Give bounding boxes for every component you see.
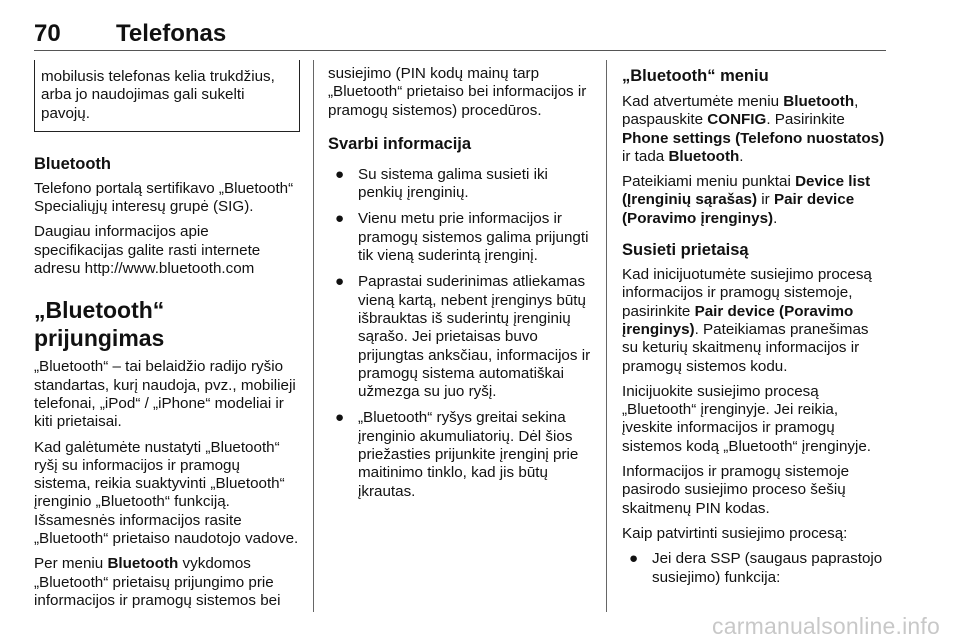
column-divider-2 <box>606 60 607 612</box>
bluetooth-paragraph-2: Daugiau informacijos apie specifikacijas galite rasti internete adresu http://www.bluetooth.com <box>34 223 261 278</box>
pair-device-heading: Susieti prietaisą <box>622 241 749 260</box>
column-divider-1 <box>313 60 314 612</box>
pair-paragraph-3: Informacijos ir pramogų sistemoje pasirodo susiejimo proceso šešių skaitmenų PIN kodas. <box>622 463 850 517</box>
connection-paragraph-2: Kad galėtumėte nustatyti „Bluetooth“ ryšį su informacijos ir pramogų sistema, reikia suaktyvinti „Bluetooth“ įrenginio „Bluetooth“ funkciją. Išsamesnės informacijos rasite „Bluetooth“ prietaiso naudotojo vadove. <box>34 438 299 548</box>
header-rule <box>34 50 886 51</box>
pair-paragraph-2: Inicijuokite susiejimo procesą „Bluetooth“ įrenginyje. Jei reikia, įveskite informacijos ir pramogų sistemos kodą „Bluetooth“ įrenginyje. <box>622 382 872 455</box>
warning-text: mobilusis telefonas kelia trukdžius, arba jo naudojimas gali sukelti pavojų. <box>41 68 275 122</box>
warning-box <box>34 60 300 132</box>
menu-paragraph-2 <box>622 173 888 228</box>
text-run: . Pasirinkite <box>766 111 845 129</box>
list-item <box>328 273 594 401</box>
text-run: . <box>773 209 778 227</box>
text-run: , paspauskite <box>622 93 859 129</box>
text-run: . <box>739 147 744 165</box>
continued-paragraph: susiejimo (PIN kodų mainų tarp „Bluetooth“ prietaiso bei informacijos ir pramogų sistemos) procedūros. <box>328 65 587 119</box>
connection-paragraph-1: „Bluetooth“ – tai belaidžio radijo ryšio standartas, kurį naudoja, pvz., mobilieji telefonai, „iPod“ / „iPhone“ modeliai ir kiti prietaisai. <box>34 358 296 431</box>
watermark: carmanualsonline.info <box>712 613 940 639</box>
button-term-config: CONFIG <box>707 111 767 129</box>
text-run: ir <box>757 191 774 209</box>
list-item-text: Jei dera SSP (saugaus paprastojo susiejimo) funkcija: <box>652 550 883 586</box>
bullet-icon: ● <box>335 210 345 228</box>
column-2 <box>328 65 594 509</box>
bullet-icon: ● <box>629 550 639 568</box>
menu-term: Bluetooth <box>783 93 855 110</box>
text-run: . Pateikiamas pranešimas su keturių skaitmenų informacijos ir pramogų sistemos kodu. <box>622 320 869 375</box>
list-item-text: „Bluetooth“ ryšys greitai sekina įrenginio akumuliatorių. Dėl šios priežasties prijunkite įrenginį prie maitinimo tinklo, kad jis būtų įkrautas. <box>358 409 579 500</box>
text-run: vykdomos „Bluetooth“ prietaisų prijungimo prie informacijos ir pramogų sistemos bei <box>34 555 281 609</box>
page-number: 70 <box>34 20 61 47</box>
column-3 <box>622 66 888 595</box>
important-info-heading: Svarbi informacija <box>328 134 472 153</box>
page-header <box>34 18 886 48</box>
connection-paragraph-3 <box>34 555 300 610</box>
bullet-icon: ● <box>335 409 345 427</box>
list-item-text: Paprastai suderinimas atliekamas vieną kartą, nebent įrenginys būtų išbrauktas iš suderintų įrenginių sąrašo. Jei prietaisas buvo prijungtas anksčiau, informacijos ir pramogų sistema automatiškai užmezga su juo ryšį. <box>358 273 591 401</box>
menu-term: Pair device (Poravimo įrenginys) <box>622 302 854 338</box>
pair-paragraph-4: Kaip patvirtinti susiejimo procesą: <box>622 524 848 542</box>
text-run: Pateikiami meniu punktai <box>622 173 796 191</box>
menu-term: Phone settings (Telefono nuostatos) <box>622 129 885 147</box>
column-1 <box>34 60 300 617</box>
important-info-list <box>328 166 594 501</box>
list-item-text: Su sistema galima susieti iki penkių įrenginių. <box>358 165 548 202</box>
menu-term: Device list (Įrenginių sąrašas) <box>622 173 871 209</box>
pair-paragraph-1 <box>622 266 888 376</box>
confirm-list <box>622 550 888 587</box>
list-item-text: Vienu metu prie informacijos ir pramogų sistemos galima prijungti tik vieną suderintą įrenginį. <box>358 210 589 265</box>
bluetooth-connection-heading: „Bluetooth“ prijungimas <box>34 297 165 352</box>
text-run: Kad atvertumėte meniu <box>622 93 784 110</box>
list-item <box>622 550 888 587</box>
menu-term: Bluetooth <box>668 147 740 165</box>
list-item <box>328 210 594 265</box>
bluetooth-heading: Bluetooth <box>34 154 111 173</box>
bluetooth-paragraph-1: Telefono portalą sertifikavo „Bluetooth“ Specialiųjų interesų grupė (SIG). <box>34 179 294 216</box>
bluetooth-menu-heading: „Bluetooth“ meniu <box>622 67 769 85</box>
menu-term: Pair device (Poravimo įrenginys) <box>622 191 855 227</box>
menu-paragraph-1 <box>622 93 888 166</box>
text-run: Kad inicijuotumėte susiejimo procesą informacijos ir pramogų sistemoje, pasirinkite <box>622 266 872 320</box>
menu-term-bluetooth: Bluetooth <box>107 555 179 573</box>
bullet-icon: ● <box>335 165 345 183</box>
text-run: ir tada <box>622 147 669 165</box>
page-title: Telefonas <box>116 20 227 47</box>
bullet-icon: ● <box>335 273 345 291</box>
list-item <box>328 166 594 203</box>
text-run: Per meniu <box>34 555 108 573</box>
list-item <box>328 409 594 500</box>
